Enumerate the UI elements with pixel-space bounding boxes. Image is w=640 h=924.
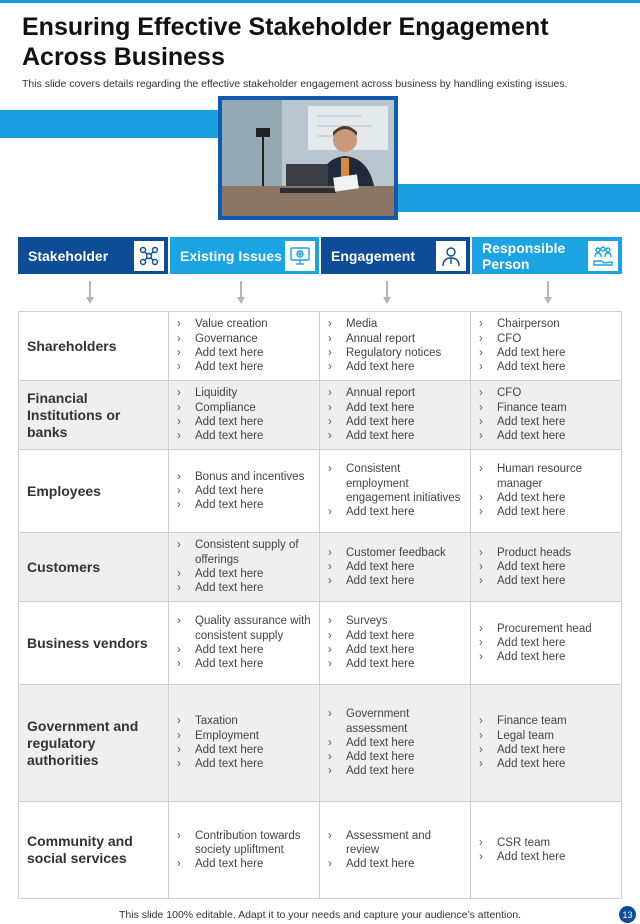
bullet-item [177, 332, 313, 346]
responsible-cell [471, 685, 622, 801]
page-number: 13 [619, 906, 636, 923]
header-engagement [321, 237, 470, 274]
bullet-text: Add text here [346, 361, 415, 374]
chevron-right-icon: › [479, 332, 483, 345]
chevron-right-icon: › [177, 347, 181, 359]
header-label: Stakeholder [28, 247, 109, 264]
chevron-right-icon: › [479, 546, 483, 559]
issues-cell [169, 450, 320, 532]
chevron-right-icon: › [328, 658, 332, 671]
engagement-cell [320, 312, 471, 380]
bullet-text: Add text here [497, 851, 566, 863]
chevron-right-icon: › [328, 736, 332, 749]
bullet-item [177, 484, 313, 498]
bullet-item [479, 636, 615, 650]
chevron-right-icon: › [177, 615, 181, 628]
responsible-cell [471, 450, 622, 532]
chevron-right-icon: › [177, 318, 181, 331]
chevron-right-icon: › [328, 387, 332, 400]
issues-cell [169, 381, 320, 449]
bullet-item [479, 317, 615, 331]
bullet-item [177, 346, 313, 360]
chevron-right-icon: › [328, 560, 332, 573]
bullet-text: Add text here [195, 644, 264, 656]
bullet-item [177, 317, 313, 331]
bullet-item [479, 401, 615, 415]
engagement-cell [320, 533, 471, 601]
chevron-right-icon: › [479, 560, 483, 573]
bullet-text: Human resource manager [497, 463, 583, 490]
bullet-item [479, 729, 615, 743]
bullet-text: Annual report [346, 387, 416, 400]
bullet-text: Add text here [195, 430, 264, 443]
bullet-text: Add text here [346, 644, 415, 656]
table-row [18, 381, 622, 450]
chevron-right-icon: › [328, 858, 332, 871]
engagement-cell [320, 381, 471, 449]
bullet-text: Add text here [497, 636, 566, 649]
bullet-item [479, 386, 615, 400]
chevron-right-icon: › [328, 546, 332, 559]
chevron-right-icon: › [479, 851, 483, 863]
chevron-right-icon: › [328, 615, 332, 628]
chevron-right-icon: › [479, 575, 483, 588]
bullet-text: Add text here [346, 401, 415, 414]
bullet-text: CFO [497, 332, 522, 345]
bullet-text: Add text here [346, 765, 415, 778]
stakeholder-name: Customers [27, 558, 101, 575]
chevron-right-icon: › [177, 484, 181, 497]
bullet-item [177, 386, 313, 400]
bullet-item [328, 346, 464, 360]
bullet-item [177, 614, 313, 643]
stakeholder-name: Shareholders [27, 337, 117, 354]
chevron-right-icon: › [177, 858, 181, 871]
bullet-item [479, 429, 615, 443]
bullet-text: Taxation [195, 715, 238, 728]
chevron-right-icon: › [479, 506, 483, 519]
photo-frame [218, 96, 398, 220]
bullet-item [479, 714, 615, 728]
header-label: Engagement [331, 247, 416, 264]
bullet-item [177, 415, 313, 429]
bullet-item [479, 360, 615, 374]
network-nodes-icon [134, 241, 164, 271]
issues-cell [169, 312, 320, 380]
bullet-text: Add text here [497, 744, 566, 756]
monitor-gear-icon [285, 241, 315, 271]
bullet-text: Add text here [346, 751, 415, 764]
chevron-right-icon: › [177, 430, 181, 443]
bullet-item [479, 836, 615, 850]
chevron-right-icon: › [479, 347, 483, 359]
bullet-item [328, 857, 464, 871]
slide-subtitle: This slide covers details regarding the effective stakeholder engagement across business by handling existing issues. [22, 78, 568, 90]
engagement-cell [320, 450, 471, 532]
bullet-text: Quality assurance with consistent supply [195, 615, 311, 642]
bullet-text: Governance [195, 332, 258, 345]
down-arrow-icon [236, 281, 246, 305]
engagement-cell [320, 802, 471, 898]
chevron-right-icon: › [479, 416, 483, 428]
bullet-text: Add text here [346, 658, 415, 671]
chevron-right-icon: › [177, 644, 181, 656]
chevron-right-icon: › [479, 401, 483, 414]
bullet-item [328, 560, 464, 574]
bullet-text: Customer feedback [346, 546, 446, 559]
bullet-text: Finance team [497, 715, 567, 728]
bullet-item [177, 538, 313, 567]
bullet-text: Add text here [195, 347, 264, 359]
chevron-right-icon: › [479, 387, 483, 400]
accent-band-left [0, 110, 222, 138]
stakeholder-name: Business vendors [27, 634, 148, 651]
bullet-item [177, 401, 313, 415]
bullet-text: Add text here [346, 575, 415, 588]
slide-footer: This slide 100% editable. Adapt it to your needs and capture your audience’s attention. [119, 909, 521, 921]
bullet-item [177, 714, 313, 728]
chevron-right-icon: › [479, 836, 483, 849]
chevron-right-icon: › [177, 401, 181, 414]
bullet-item [177, 581, 313, 595]
bullet-item [328, 386, 464, 400]
bullet-item [177, 643, 313, 657]
table-row [18, 602, 622, 685]
responsible-cell [471, 533, 622, 601]
down-arrow-icon [543, 281, 553, 305]
chevron-right-icon: › [479, 361, 483, 374]
bullet-item [328, 629, 464, 643]
bullet-text: Add text here [346, 430, 415, 443]
bullet-text: Add text here [497, 492, 566, 504]
bullet-item [479, 491, 615, 505]
bullet-text: Bonus and incentives [195, 470, 305, 483]
bullet-text: Assessment and review [346, 829, 432, 856]
bullet-text: Add text here [346, 629, 415, 642]
chevron-right-icon: › [479, 729, 483, 742]
header-label: Existing Issues [180, 247, 282, 264]
bullet-item [328, 462, 464, 505]
bullet-item [328, 707, 464, 736]
bullet-text: Product heads [497, 546, 572, 559]
chevron-right-icon: › [328, 347, 332, 359]
bullet-item [328, 736, 464, 750]
issues-cell [169, 602, 320, 684]
issues-cell [169, 802, 320, 898]
presenter-photo [222, 100, 394, 216]
bullet-text: Add text here [346, 416, 415, 428]
bullet-item [479, 757, 615, 771]
chevron-right-icon: › [328, 506, 332, 519]
responsible-cell [471, 381, 622, 449]
bullet-text: Finance team [497, 401, 567, 414]
chevron-right-icon: › [479, 463, 483, 476]
stakeholder-cell [18, 602, 169, 684]
stakeholder-cell [18, 802, 169, 898]
bullet-item [479, 743, 615, 757]
chevron-right-icon: › [479, 744, 483, 756]
bullet-text: Media [346, 318, 378, 331]
chevron-right-icon: › [177, 387, 181, 400]
bullet-text: Add text here [497, 575, 566, 588]
chevron-right-icon: › [328, 416, 332, 428]
down-arrow-icon [382, 281, 392, 305]
bullet-item [177, 757, 313, 771]
chevron-right-icon: › [177, 582, 181, 595]
bullet-item [328, 829, 464, 858]
bullet-text: CSR team [497, 836, 551, 849]
header-existing-issues [170, 237, 319, 274]
chevron-right-icon: › [177, 361, 181, 374]
responsible-cell [471, 312, 622, 380]
stakeholder-name: Community and social services [27, 833, 133, 866]
bullet-item [479, 346, 615, 360]
chevron-right-icon: › [177, 715, 181, 728]
bullet-item [479, 574, 615, 588]
stakeholder-cell [18, 312, 169, 380]
bullet-text: Add text here [195, 658, 264, 671]
top-accent-line [0, 0, 640, 3]
bullet-text: Surveys [346, 615, 388, 628]
chevron-right-icon: › [177, 332, 181, 345]
bullet-text: Add text here [346, 506, 415, 519]
chevron-right-icon: › [177, 729, 181, 742]
responsible-cell [471, 802, 622, 898]
bullet-item [177, 470, 313, 484]
chevron-right-icon: › [177, 568, 181, 580]
chevron-right-icon: › [177, 758, 181, 771]
bullet-item [479, 650, 615, 664]
bullet-text: CFO [497, 387, 522, 400]
bullet-text: Regulatory notices [346, 347, 442, 359]
bullet-item [328, 614, 464, 628]
bullet-item [328, 317, 464, 331]
bullet-text: Consistent supply of offerings [195, 539, 299, 566]
chevron-right-icon: › [479, 318, 483, 331]
chevron-right-icon: › [479, 636, 483, 649]
bullet-text: Add text here [497, 430, 566, 443]
slide-title: Ensuring Effective Stakeholder Engagement Across Business [22, 13, 549, 71]
chevron-right-icon: › [177, 658, 181, 671]
chevron-right-icon: › [328, 708, 332, 721]
bullet-item [328, 415, 464, 429]
chevron-right-icon: › [328, 361, 332, 374]
bullet-text: Value creation [195, 318, 268, 331]
bullet-text: Contribution towards society upliftment [195, 829, 301, 856]
bullet-item [328, 429, 464, 443]
bullet-text: Add text here [195, 361, 264, 374]
stakeholder-table [18, 311, 622, 898]
table-row [18, 312, 622, 381]
header-responsible-person [472, 237, 622, 274]
table-row [18, 450, 622, 533]
accent-band-right [396, 184, 640, 212]
chevron-right-icon: › [177, 499, 181, 512]
bullet-text: Add text here [346, 858, 415, 871]
bullet-item [177, 498, 313, 512]
bullet-text: Add text here [346, 560, 415, 573]
bullet-text: Add text here [497, 361, 566, 374]
stakeholder-name: Financial Institutions or banks [27, 389, 121, 440]
chevron-right-icon: › [177, 539, 181, 552]
bullet-text: Compliance [195, 401, 256, 414]
bullet-item [177, 743, 313, 757]
bullet-item [479, 560, 615, 574]
chevron-right-icon: › [328, 629, 332, 642]
bullet-text: Add text here [497, 416, 566, 428]
bullet-item [479, 415, 615, 429]
bullet-item [479, 850, 615, 864]
chevron-right-icon: › [328, 575, 332, 588]
chevron-right-icon: › [328, 751, 332, 764]
stakeholder-cell [18, 533, 169, 601]
chevron-right-icon: › [328, 463, 332, 476]
bullet-text: Add text here [497, 347, 566, 359]
bullet-item [328, 360, 464, 374]
table-row [18, 802, 622, 899]
bullet-item [177, 657, 313, 671]
bullet-item [328, 643, 464, 657]
chevron-right-icon: › [479, 715, 483, 728]
bullet-item [328, 401, 464, 415]
chevron-right-icon: › [479, 492, 483, 504]
bullet-text: Add text here [497, 560, 566, 573]
bullet-item [328, 764, 464, 778]
chevron-right-icon: › [479, 622, 483, 635]
chevron-right-icon: › [177, 744, 181, 756]
stakeholder-cell [18, 450, 169, 532]
chevron-right-icon: › [177, 829, 181, 842]
bullet-text: Government assessment [346, 708, 410, 735]
bullet-text: Chairperson [497, 318, 560, 331]
bullet-item [328, 750, 464, 764]
issues-cell [169, 533, 320, 601]
chevron-right-icon: › [328, 829, 332, 842]
stakeholder-cell [18, 381, 169, 449]
bullet-text: Add text here [346, 736, 415, 749]
bullet-text: Employment [195, 729, 259, 742]
bullet-item [177, 429, 313, 443]
bullet-text: Add text here [195, 582, 264, 595]
bullet-text: Add text here [195, 499, 264, 512]
stakeholder-name: Government and regulatory authorities [27, 717, 139, 768]
chevron-right-icon: › [479, 651, 483, 664]
engagement-cell [320, 685, 471, 801]
column-headers [18, 237, 622, 274]
bullet-text: Add text here [497, 758, 566, 771]
stakeholder-name: Employees [27, 482, 101, 499]
chevron-right-icon: › [328, 318, 332, 331]
engagement-cell [320, 602, 471, 684]
bullet-item [177, 567, 313, 581]
bullet-item [177, 360, 313, 374]
bullet-text: Add text here [195, 484, 264, 497]
header-stakeholder [18, 237, 168, 274]
bullet-text: Consistent employment engagement initiatives [346, 463, 461, 504]
issues-cell [169, 685, 320, 801]
bullet-text: Annual report [346, 332, 416, 345]
bullet-item [328, 546, 464, 560]
chevron-right-icon: › [177, 470, 181, 483]
chevron-right-icon: › [328, 332, 332, 345]
chevron-right-icon: › [479, 758, 483, 771]
bullet-item [479, 462, 615, 491]
chevron-right-icon: › [328, 430, 332, 443]
bullet-text: Add text here [195, 744, 264, 756]
bullet-item [328, 505, 464, 519]
bullet-item [479, 332, 615, 346]
bullet-item [328, 657, 464, 671]
bullet-item [177, 729, 313, 743]
group-hand-icon [588, 241, 618, 271]
responsible-cell [471, 602, 622, 684]
bullet-item [177, 857, 313, 871]
bullet-item [328, 332, 464, 346]
bullet-item [479, 546, 615, 560]
bullet-text: Add text here [195, 416, 264, 428]
header-label: Responsible Person [482, 239, 566, 272]
bullet-text: Add text here [497, 506, 566, 519]
stakeholder-cell [18, 685, 169, 801]
chevron-right-icon: › [328, 401, 332, 414]
bullet-text: Procurement head [497, 622, 592, 635]
person-icon [436, 241, 466, 271]
chevron-right-icon: › [328, 765, 332, 778]
bullet-item [479, 622, 615, 636]
chevron-right-icon: › [328, 644, 332, 656]
bullet-text: Add text here [195, 758, 264, 771]
down-arrow-icon [85, 281, 95, 305]
bullet-item [328, 574, 464, 588]
table-row [18, 533, 622, 602]
bullet-item [177, 829, 313, 858]
bullet-text: Liquidity [195, 387, 238, 400]
chevron-right-icon: › [177, 416, 181, 428]
bullet-text: Add text here [195, 858, 264, 871]
bullet-text: Add text here [195, 568, 264, 580]
chevron-right-icon: › [479, 430, 483, 443]
bullet-text: Legal team [497, 729, 554, 742]
table-row [18, 685, 622, 802]
bullet-text: Add text here [497, 651, 566, 664]
bullet-item [479, 505, 615, 519]
